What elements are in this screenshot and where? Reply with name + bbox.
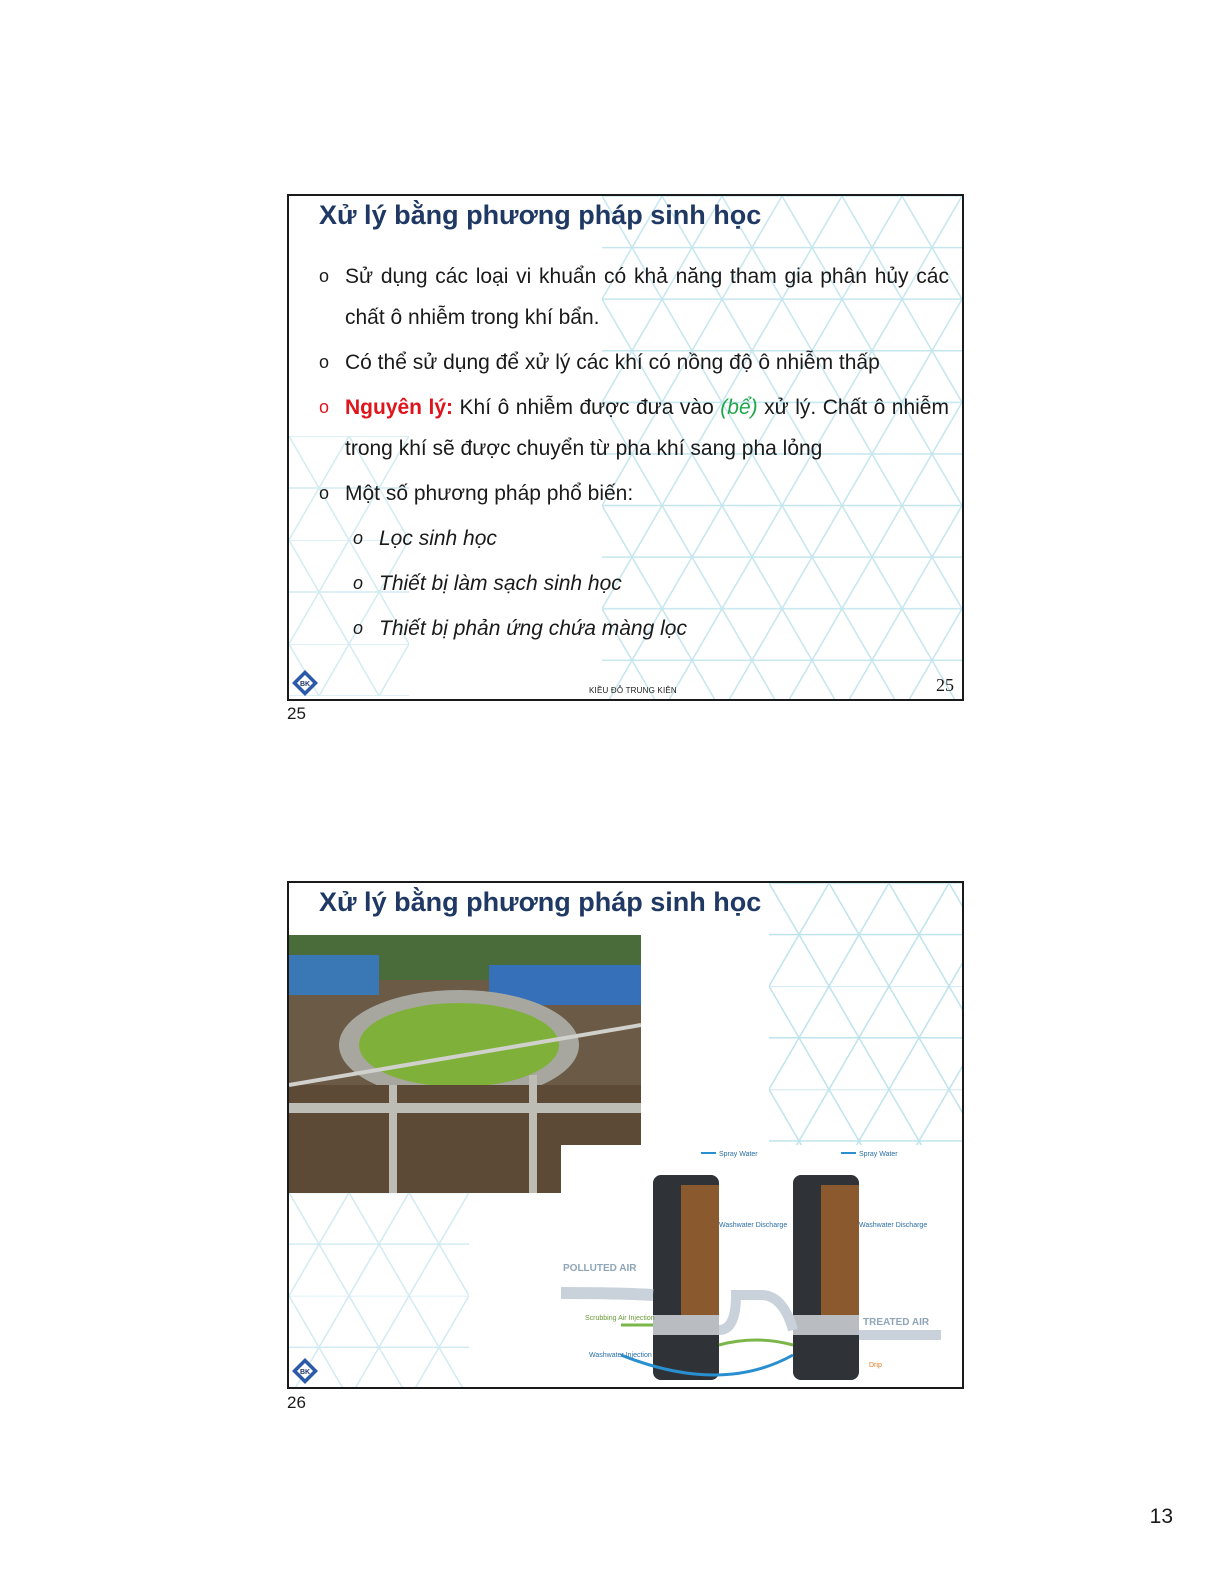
bullet-marker: o: [353, 528, 364, 548]
principle-label: Nguyên lý:: [345, 396, 454, 419]
sub-bullet-item: [353, 563, 913, 604]
label-treated-air: TREATED AIR: [863, 1317, 930, 1328]
bullet-marker: o: [319, 483, 330, 503]
principle-text-before: Khí ô nhiễm được đưa vào: [453, 396, 721, 419]
bullet-marker: o: [319, 352, 330, 372]
bullet-marker: o: [353, 573, 364, 593]
bullet-item: [319, 342, 949, 383]
label-washwater-discharge-1: Washwater Discharge: [719, 1222, 788, 1229]
logo-text: BK: [299, 1369, 311, 1376]
label-washwater-injection: Washwater Injection: [589, 1352, 652, 1359]
bullet-marker: o: [319, 397, 330, 417]
label-drip: Drip: [869, 1362, 882, 1369]
page-number: 13: [1149, 1505, 1173, 1528]
logo-text: BK: [299, 681, 311, 688]
slide-number: 25: [936, 675, 954, 695]
slide-25: [287, 194, 964, 701]
bk-logo-icon: [291, 1357, 319, 1385]
slide-title: Xử lý bằng phương pháp sinh học: [319, 200, 762, 230]
bullet-item-principle: [319, 387, 949, 469]
sub-bullet-text: Thiết bị làm sạch sinh học: [379, 572, 622, 595]
sub-bullet-text: Lọc sinh học: [379, 527, 497, 550]
bullet-item: [319, 256, 949, 338]
label-polluted-air: POLLUTED AIR: [563, 1263, 637, 1274]
bullet-text: Một số phương pháp phổ biến:: [345, 482, 634, 505]
bullet-item: [319, 473, 949, 514]
bullet-text: Sử dụng các loại vi khuẩn có khả năng tham gia phân hủy các chất ô nhiễm trong khí bẩn.: [345, 265, 949, 329]
bullet-text: Có thể sử dụng để xử lý các khí có nồng độ ô nhiễm thấp: [345, 351, 880, 374]
principle-highlight: (bể): [720, 396, 758, 419]
label-scrubbing-air: Scrubbing Air Injection: [585, 1315, 655, 1322]
sub-bullet-item: [353, 608, 913, 649]
sub-bullet-item: [353, 518, 913, 559]
bullet-marker: o: [319, 266, 330, 286]
bk-logo-icon: [291, 669, 319, 697]
principle-text-after: xử lý. Chất ô nhiễm trong khí sẽ được chuyển từ pha khí sang pha lỏng: [345, 396, 949, 460]
biofilter-diagram: [561, 1145, 961, 1387]
slide-caption: 25: [287, 704, 306, 723]
slide-caption: 26: [287, 1393, 306, 1412]
bullet-text: [319, 387, 949, 469]
sub-bullet-text: Thiết bị phản ứng chứa màng lọc: [379, 617, 687, 640]
slide-26: [287, 881, 964, 1389]
bullet-marker: o: [353, 618, 364, 638]
slide-title: Xử lý bằng phương pháp sinh học: [319, 887, 762, 917]
label-washwater-discharge-2: Washwater Discharge: [859, 1222, 928, 1229]
slide-footer-author: KIỀU ĐỖ TRUNG KIÊN: [589, 686, 677, 695]
label-spray-water-1: Spray Water: [719, 1151, 758, 1158]
label-spray-water-2: Spray Water: [859, 1151, 898, 1158]
